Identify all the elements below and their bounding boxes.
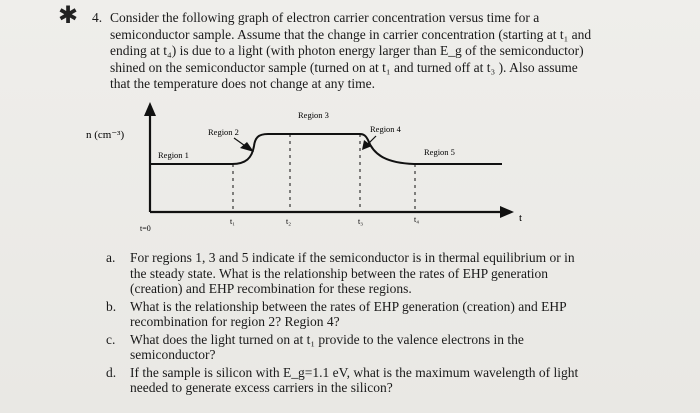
subquestion-line: What does the light turned on at t₁ provide to the valence electrons in the	[130, 331, 524, 347]
star-mark: ✱	[58, 3, 79, 29]
subquestion-letter: a.	[106, 250, 116, 265]
time-tick-t3: t₃	[358, 217, 364, 226]
subquestion-a	[106, 250, 626, 297]
region-2-label: Region 2	[208, 127, 239, 137]
subquestion-line: What is the relationship between the rates of EHP generation (creation) and EHP	[130, 298, 567, 314]
subquestion-line: For regions 1, 3 and 5 indicate if the semiconductor is in thermal equilibrium or in	[130, 250, 575, 265]
subquestion-line: needed to generate excess carriers in the silicon?	[130, 380, 393, 395]
subquestion-b	[106, 299, 626, 330]
intro-line: semiconductor sample. Assume that the change in carrier concentration (starting at t₁ and	[110, 26, 592, 42]
time-tick-t1: t₁	[230, 217, 236, 226]
region-3-label: Region 3	[298, 110, 329, 120]
y-axis-arrow	[144, 102, 156, 116]
subquestion-d	[106, 365, 626, 396]
subquestion-letter: b.	[106, 298, 117, 314]
subquestion-letter: c.	[106, 331, 116, 347]
intro-line: that the temperature does not change at any time.	[110, 76, 376, 91]
subquestion-letter: d.	[106, 364, 117, 380]
subquestion-line: semiconductor?	[130, 347, 216, 362]
y-axis-label: n (cm⁻³)	[86, 129, 125, 141]
time-tick-t0: t=0	[140, 224, 151, 233]
subquestion-c	[106, 332, 626, 363]
intro-line: shined on the semiconductor sample (turned on at t₁ and turned off at t₃ ). Also assume	[110, 59, 578, 75]
x-axis-label: t	[519, 212, 523, 224]
subquestion-line: (creation) and EHP recombination for these regions.	[130, 281, 412, 296]
subquestions	[106, 250, 626, 398]
region-4-label: Region 4	[370, 124, 401, 134]
subquestion-line: If the sample is silicon with E_g=1.1 eV, what is the maximum wavelength of light	[130, 364, 579, 380]
intro-line: Consider the following graph of electron carrier concentration versus time for a	[110, 10, 540, 25]
region-5-label: Region 5	[424, 147, 455, 157]
time-tick-t4: t₄	[414, 215, 420, 224]
question-number: 4.	[92, 10, 103, 25]
subquestion-line: the steady state. What is the relationship between the rates of EHP generation	[130, 265, 548, 281]
carrier-concentration-graph	[82, 100, 552, 240]
x-axis-arrow	[500, 206, 514, 218]
time-tick-t2: t₂	[286, 217, 292, 226]
region-1-label: Region 1	[158, 150, 189, 160]
intro-line: ending at t₄) is due to a light (with photon energy larger than E_g of the semiconductor)	[110, 43, 584, 58]
region-4-arrow	[368, 136, 376, 144]
subquestion-line: recombination for region 2? Region 4?	[130, 314, 340, 329]
question-intro	[110, 10, 610, 93]
